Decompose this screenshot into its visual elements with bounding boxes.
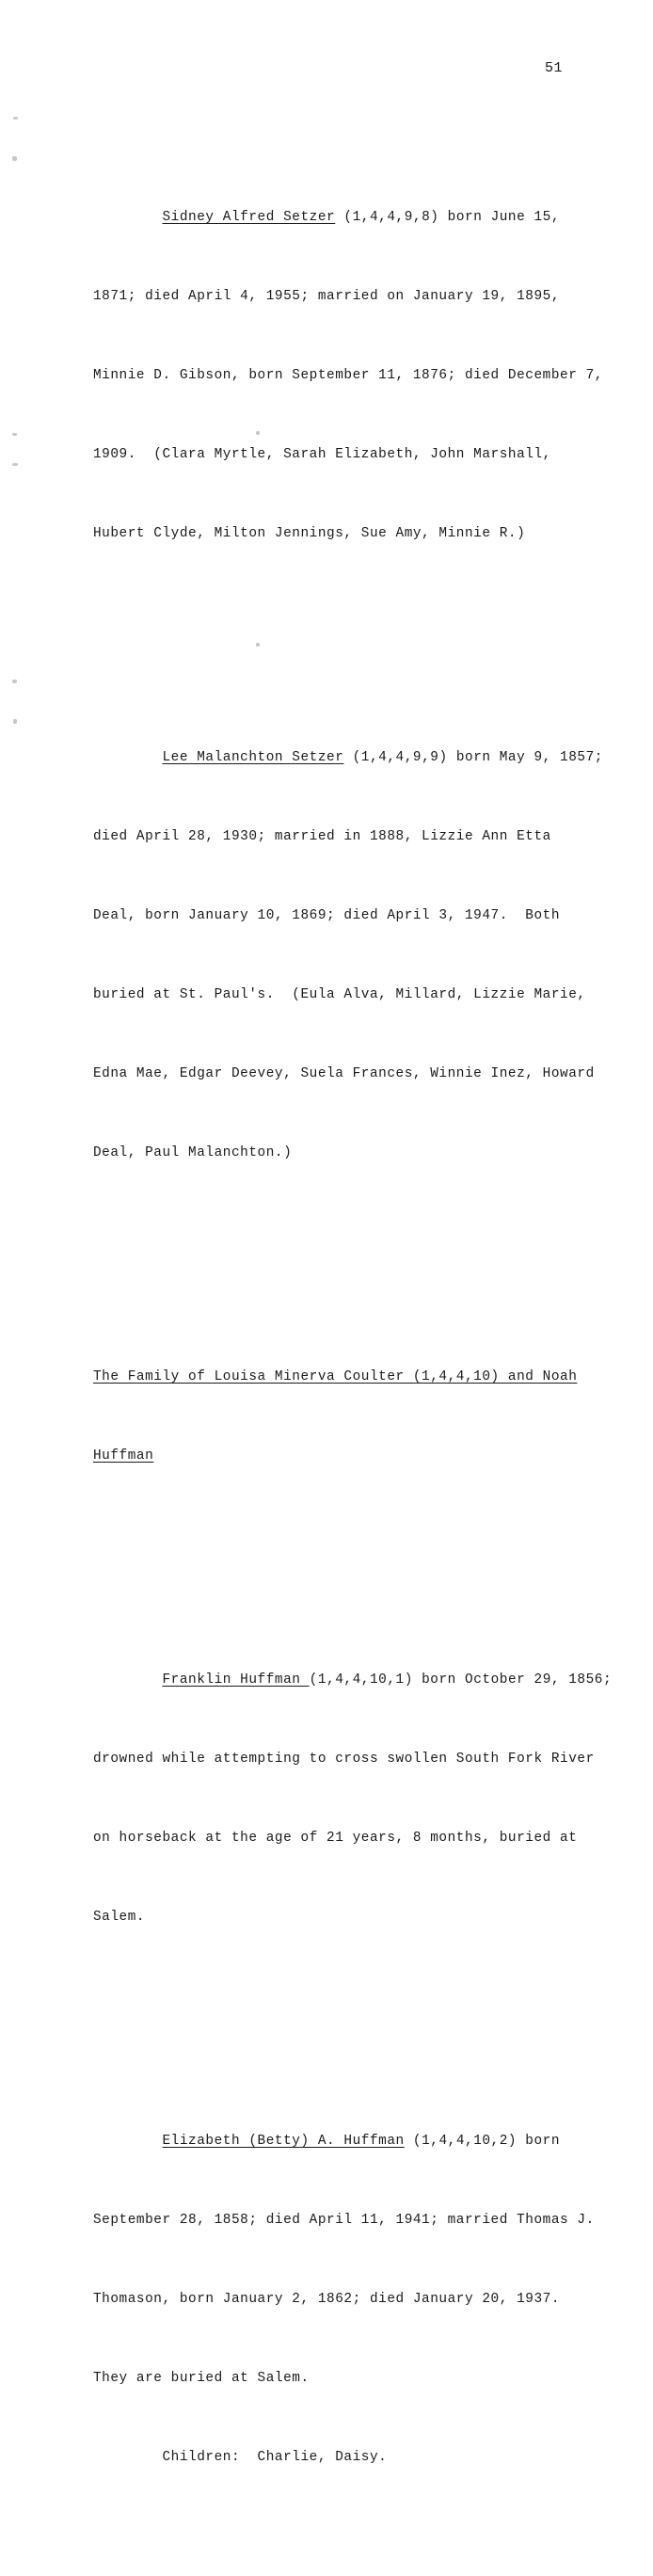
section-heading-louisa-minerva-coulter	[93, 1311, 578, 1522]
text-line	[93, 204, 573, 231]
text-run: (1,4,4,10,1) born October 29, 1856;	[309, 1672, 613, 1688]
scan-speckle	[256, 643, 260, 647]
text-line: Thomason, born January 2, 1862; died January 20, 1937.	[93, 2292, 561, 2307]
heading-line	[93, 1364, 578, 1390]
text-line: 1909. (Clara Myrtle, Sarah Elizabeth, John Marshall,	[93, 447, 551, 462]
text-line: Minnie D. Gibson, born September 11, 1876; died December 7,	[93, 368, 603, 383]
text-line: died April 28, 1930; married in 1888, Lizzie Ann Etta	[93, 829, 551, 844]
scan-speckle	[13, 117, 18, 120]
text-line-children: Children: Charlie, Daisy.	[93, 2450, 388, 2465]
person-name-sidney-alfred-setzer: Sidney Alfred Setzer	[162, 210, 336, 225]
text-run: (1,4,4,9,8) born June 15,	[335, 210, 561, 225]
paragraph-franklin-huffman	[93, 1614, 613, 1983]
text-line	[93, 2128, 573, 2154]
scan-speckle	[13, 719, 17, 724]
paragraph-lee-malanchton-setzer	[93, 692, 603, 1219]
scan-speckle	[12, 156, 17, 161]
heading-text-continued: Huffman	[93, 1448, 154, 1464]
text-line: Deal, Paul Malanchton.)	[93, 1145, 293, 1160]
text-line	[93, 1667, 613, 1693]
page-number: 51	[544, 60, 563, 76]
person-name-elizabeth-betty-a-huffman: Elizabeth (Betty) A. Huffman	[162, 2134, 405, 2149]
heading-text: The Family of Louisa Minerva Coulter (1,4,4,10) and Noah	[93, 1369, 578, 1384]
text-line: drowned while attempting to cross swollen South Fork River	[93, 1752, 595, 1767]
text-line: Salem.	[93, 1910, 146, 1925]
text-line: Deal, born January 10, 1869; died April 3, 1947. Both	[93, 908, 561, 923]
page-body-text	[93, 99, 613, 2576]
person-name-lee-malanchton-setzer: Lee Malanchton Setzer	[162, 750, 344, 765]
paragraph-elizabeth-betty-a-huffman	[93, 2075, 595, 2523]
heading-line	[93, 1443, 573, 1469]
text-line	[93, 744, 603, 771]
text-run: (1,4,4,9,9) born May 9, 1857;	[343, 750, 603, 765]
text-line: September 28, 1858; died April 11, 1941; married Thomas J.	[93, 2213, 595, 2228]
text-run: (1,4,4,10,2) born	[404, 2134, 561, 2149]
text-line: They are buried at Salem.	[93, 2371, 310, 2386]
text-line: on horseback at the age of 21 years, 8 months, buried at	[93, 1831, 578, 1846]
text-line: buried at St. Paul's. (Eula Alva, Millard, Lizzie Marie,	[93, 987, 586, 1002]
paragraph-sidney-alfred-setzer	[93, 152, 603, 600]
scan-speckle	[256, 431, 260, 435]
scan-speckle	[12, 463, 18, 466]
person-name-franklin-huffman: Franklin Huffman	[162, 1672, 310, 1688]
text-line: Edna Mae, Edgar Deevey, Suela Frances, Winnie Inez, Howard	[93, 1066, 595, 1081]
scan-speckle	[12, 433, 17, 436]
scan-speckle	[12, 680, 17, 683]
text-line: 1871; died April 4, 1955; married on January 19, 1895,	[93, 289, 561, 304]
text-line: Hubert Clyde, Milton Jennings, Sue Amy, Minnie R.)	[93, 526, 526, 541]
